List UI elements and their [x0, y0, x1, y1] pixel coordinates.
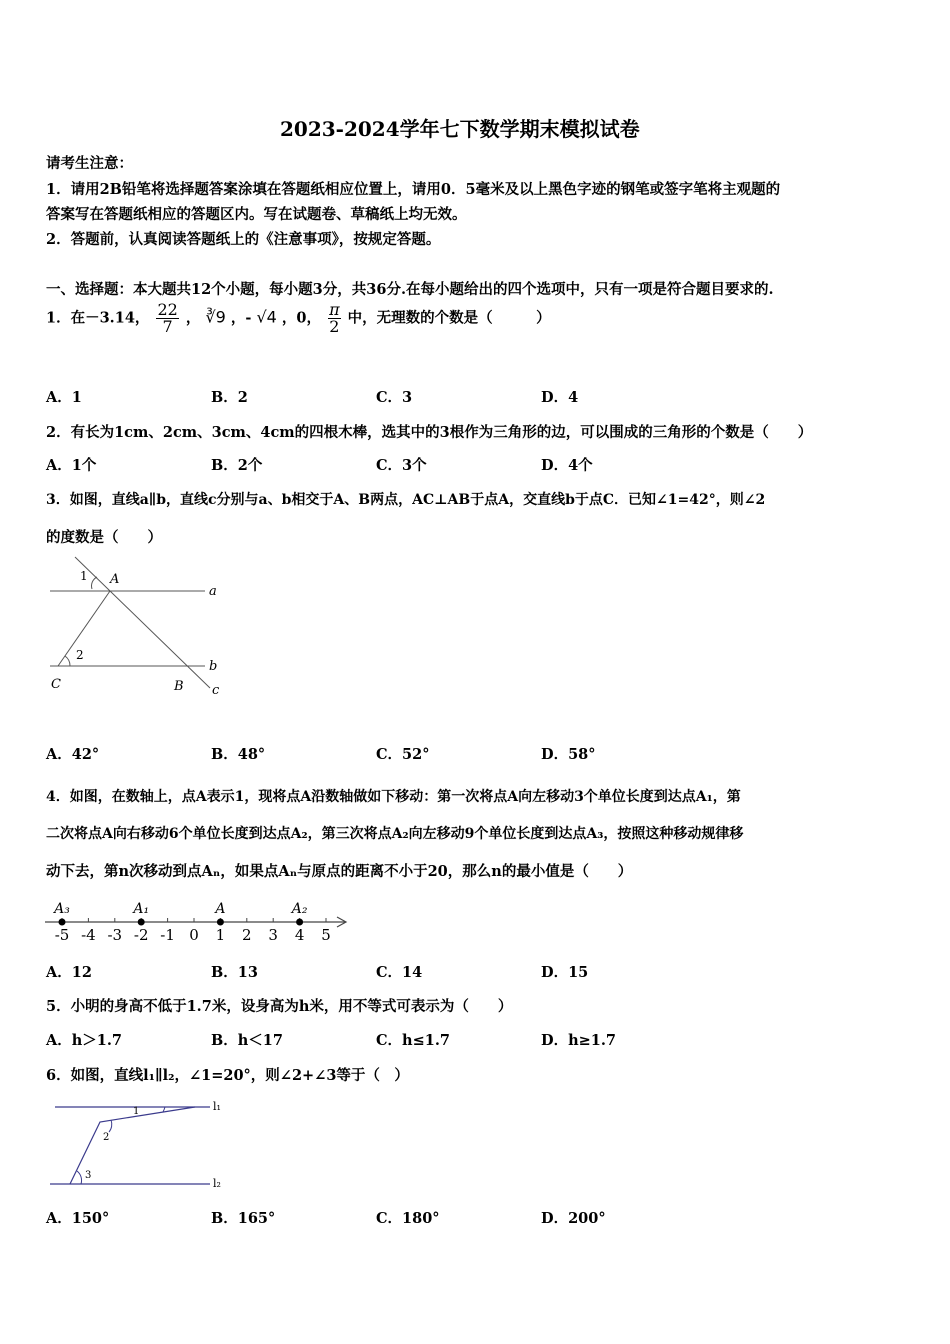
q3-label-b: b [209, 659, 218, 674]
number-line-point-label: A₃ [54, 901, 70, 917]
q6-angle-2-arc [109, 1120, 112, 1132]
q3-label-2: 2 [76, 648, 84, 662]
q4-option-a[interactable]: A．12 [46, 964, 92, 981]
q1-frac1-numerator: 22 [157, 300, 178, 319]
q3-label-C: C [51, 677, 61, 692]
section-heading: 一、选择题：本大题共12个小题，每小题3分，共36分.在每小题给出的四个选项中，只有一项是符合题目要求的. [46, 281, 774, 298]
q2-option-d[interactable]: D．4个 [541, 457, 593, 474]
q1-option-d[interactable]: D．4 [541, 389, 579, 406]
q1-frac2-numerator: π [329, 300, 340, 319]
q1-option-a[interactable]: A．1 [46, 389, 82, 406]
q1-frac2-denominator: 2 [329, 317, 340, 336]
number-line-point [59, 919, 66, 926]
q4-option-b[interactable]: B．13 [211, 964, 258, 981]
q5-option-d[interactable]: D．h≥1.7 [541, 1032, 616, 1049]
number-line-tick-label: -2 [133, 926, 149, 944]
number-line-tick-label: 3 [268, 926, 278, 944]
q3-label-1: 1 [80, 569, 88, 583]
q2-option-b[interactable]: B．2个 [211, 457, 263, 474]
question-4-line-1: 4．如图，在数轴上，点A表示1，现将点A沿数轴做如下移动：第一次将点A向左移动3个单位长度到达点A₁，第 [46, 789, 741, 805]
q6-option-c[interactable]: C．180° [376, 1210, 440, 1227]
q3-label-c: c [212, 683, 220, 698]
q3-option-c[interactable]: C．52° [376, 746, 430, 763]
number-line-point-label: A [215, 901, 226, 917]
notice-heading: 请考生注意： [46, 155, 133, 172]
question-4-line-3: 动下去，第n次移动到点Aₙ，如果点Aₙ与原点的距离不小于20，那么n的最小值是（ ） [46, 863, 633, 880]
notice-line-2: 2．答题前，认真阅读答题纸上的《注意事项》，按规定答题。 [46, 231, 441, 248]
q1-fraction-22-7 [156, 302, 178, 335]
q1-mid: ，0， [281, 309, 322, 327]
q1-frac1-denominator: 7 [162, 317, 173, 336]
q6-label-2: 2 [103, 1132, 110, 1143]
q3-line-c [75, 557, 210, 688]
number-line-tick-label: 4 [294, 926, 305, 944]
number-line-tick-label: 1 [215, 926, 226, 944]
number-line-tick-label: -5 [54, 926, 70, 944]
number-line-tick-label: -3 [107, 926, 123, 944]
q6-option-d[interactable]: D．200° [541, 1210, 606, 1227]
notice-line-1b: 答案写在答题纸相应的答题区内。写在试题卷、草稿纸上均无效。 [46, 206, 467, 223]
q5-option-b[interactable]: B．h＜17 [211, 1032, 283, 1049]
q2-option-c[interactable]: C．3个 [376, 457, 427, 474]
q1-fraction-pi-2 [328, 302, 341, 335]
q6-angle-3-arc [77, 1171, 82, 1184]
q5-option-c[interactable]: C．h≤1.7 [376, 1032, 450, 1049]
q6-label-3: 3 [85, 1170, 92, 1181]
q3-angle-1-arc [92, 577, 97, 589]
q2-option-a[interactable]: A．1个 [46, 457, 97, 474]
q4-option-c[interactable]: C．14 [376, 964, 423, 981]
q1-option-b[interactable]: B．2 [211, 389, 248, 406]
q6-figure [45, 1092, 245, 1192]
number-line-tick-label: 0 [189, 926, 199, 944]
q3-label-a: a [209, 584, 217, 599]
number-line-point [217, 919, 224, 926]
number-line-tick-label: -4 [81, 926, 96, 944]
q1-cube-root: ∛9 [205, 307, 226, 327]
q6-label-1: 1 [133, 1106, 140, 1117]
q4-option-d[interactable]: D．15 [541, 964, 589, 981]
question-3-line-2: 的度数是（ ） [46, 529, 162, 546]
q1-option-c[interactable]: C．3 [376, 389, 413, 406]
number-line-point-label: A₂ [291, 901, 308, 917]
number-line-point-label: A₁ [133, 901, 150, 917]
question-3-line-1: 3．如图，直线a∥b，直线c分别与a、b相交于A、B两点，AC⊥AB于点A，交直线b于点C．已知∠1=42°，则∠2 [46, 492, 766, 508]
question-2: 2．有长为1cm、2cm、3cm、4cm的四根木棒，选其中的3根作为三角形的边，可以围成的三角形的个数是（ ） [46, 424, 813, 441]
number-line-point [138, 919, 145, 926]
number-line-tick-label: -1 [160, 926, 175, 944]
q6-option-a[interactable]: A．150° [46, 1210, 110, 1227]
q1-sep: ，- [230, 309, 252, 327]
q3-angle-2-arc [65, 656, 70, 666]
q3-option-d[interactable]: D．58° [541, 746, 596, 763]
q3-line-ac [58, 591, 110, 666]
question-1 [46, 302, 551, 335]
q1-prefix: 1．在－3.14， [46, 309, 150, 327]
q6-label-l1: l₁ [213, 1100, 221, 1113]
question-4-line-2: 二次将点A向右移动6个单位长度到达点A₂，第三次将点A₂向左移动9个单位长度到达点A₃，按照这种移动规律移 [46, 826, 744, 842]
q3-label-B: B [174, 679, 184, 694]
q6-label-l2: l₂ [213, 1177, 221, 1190]
number-line-point [296, 919, 303, 926]
q1-square-root: √4 [256, 307, 277, 327]
q3-option-a[interactable]: A．42° [46, 746, 100, 763]
q4-number-line [40, 895, 360, 950]
q1-comma: ， [185, 309, 201, 327]
number-line-tick-label: 5 [321, 926, 331, 944]
question-6: 6．如图，直线l₁∥l₂，∠1=20°，则∠2+∠3等于（ ） [46, 1067, 409, 1084]
page-title: 2023-2024学年七下数学期末模拟试卷 [280, 117, 640, 141]
q6-option-b[interactable]: B．165° [211, 1210, 276, 1227]
question-5: 5．小明的身高不低于1.7米，设身高为h米，用不等式可表示为（ ） [46, 998, 513, 1015]
q1-suffix: 中，无理数的个数是（ ） [347, 309, 551, 327]
q3-figure [40, 555, 230, 700]
q3-label-A: A [110, 572, 120, 587]
number-line-tick-label: 2 [242, 926, 252, 944]
q3-option-b[interactable]: B．48° [211, 746, 266, 763]
notice-line-1a: 1．请用2B铅笔将选择题答案涂填在答题纸相应位置上，请用0．5毫米及以上黑色字迹的钢笔或签字笔将主观题的 [46, 181, 781, 198]
q5-option-a[interactable]: A．h＞1.7 [46, 1032, 123, 1049]
